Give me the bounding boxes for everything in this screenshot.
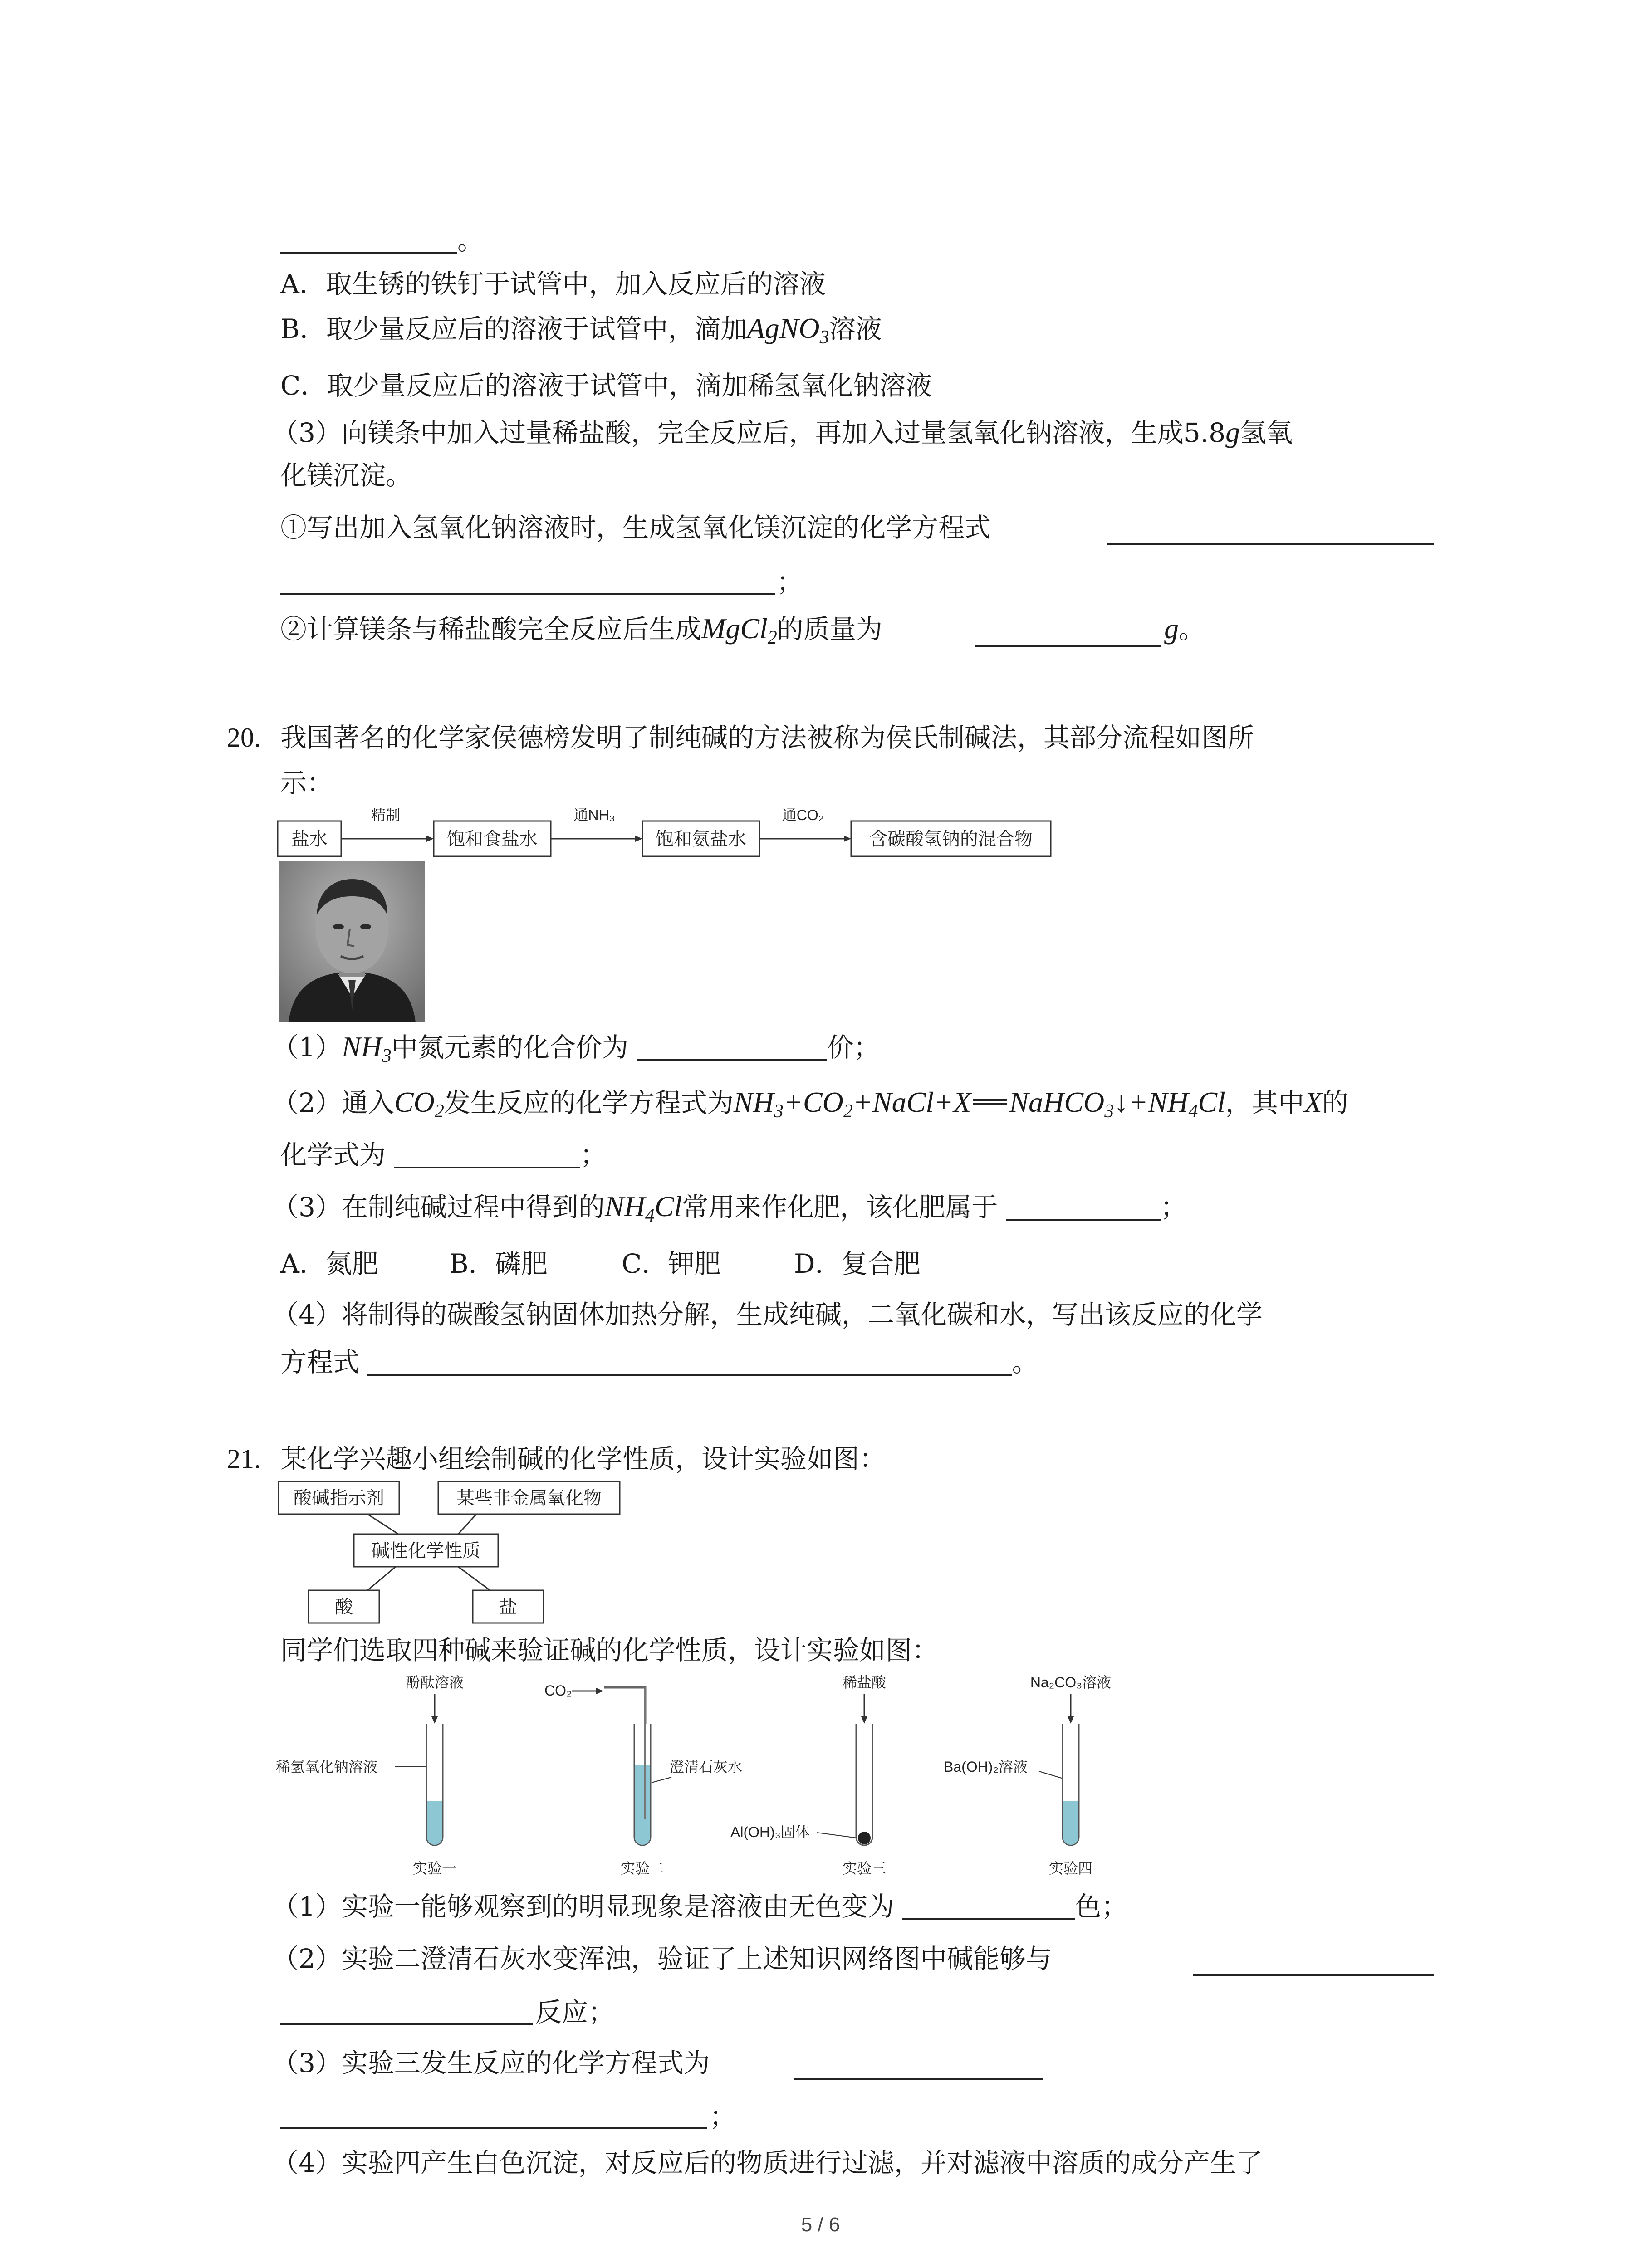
exp3-side-label: Al(OH)₃固体 [730,1824,810,1840]
chemical-equation: $NH_3+CO_2+NaCl+X$ [733,1086,971,1122]
q21-intro: 同学们选取四种碱来验证碱的化学性质，设计实验如图： [280,1635,939,1666]
answer-blank[interactable] [280,2023,533,2025]
q21-part3-end: ； [710,2101,736,2132]
knowledge-network-diagram [277,1479,622,1628]
q19-sub1-end: ； [777,567,803,597]
q19-option-c: C．取少量反应后的溶液于试管中，滴加稀氢氧化钠溶液 [280,370,932,401]
exp4-name: 实验四 [1048,1860,1093,1877]
test-tube-4 [1063,1724,1079,1845]
network-acid: 酸 [335,1597,353,1617]
q20-part1: $(1)NH_3$中氮元素的化合价为 价； [272,1031,880,1066]
flow-arrow-2-label: 通NH₃ [573,807,615,823]
exp4-side-label: Ba(OH)₂溶液 [944,1759,1028,1775]
q19-part3-line1: （3）向镁条中加入过量稀盐酸，完全反应后，再加入过量氢氧化钠溶液，生成5.8g氢氧 [272,416,1293,448]
q20-option-c: C．钾肥 [622,1248,721,1279]
answer-blank[interactable] [1006,1191,1161,1221]
network-salt: 盐 [499,1597,517,1617]
network-indicator: 酸碱指示剂 [294,1488,384,1508]
answer-blank[interactable] [1107,543,1434,545]
test-tube-1 [426,1724,443,1845]
q20-option-d: D．复合肥 [794,1248,921,1279]
q19-sub1: ①写出加入氢氧化钠溶液时，生成氢氧化镁沉淀的化学方程式 [280,512,991,543]
experiment-figure [272,1669,1134,1882]
answer-blank[interactable] [280,2127,707,2129]
q19-continuation-blank-line: 。 [280,223,484,258]
q20-part4-line2: 方程式 。 [280,1347,1038,1378]
test-tube-3 [856,1724,872,1845]
exp3-name: 实验三 [842,1860,887,1877]
answer-blank[interactable] [367,1346,1012,1376]
equals-sign [973,1099,1007,1105]
exp3-reagent-label: 稀盐酸 [842,1674,887,1691]
q19-sub2-unit: g。 [1164,612,1205,645]
q21-stem: 某化学兴趣小组绘制碱的化学性质，设计实验如图： [280,1443,886,1474]
q21-part2-end: 反应； [535,1997,615,2028]
answer-blank[interactable] [280,593,775,595]
q21-part3: （3）实验三发生反应的化学方程式为 [272,2048,710,2078]
test-tube-2 [634,1687,651,1845]
answer-blank[interactable] [902,1890,1075,1920]
answer-blank[interactable] [794,2078,1043,2080]
flow-box-1: 盐水 [291,829,328,849]
q20-part4-line1: （4）将制得的碳酸氢钠固体加热分解，生成纯碱，二氧化碳和水，写出该反应的化学 [272,1299,1263,1330]
flow-arrow-1-label: 精制 [371,807,401,823]
answer-blank[interactable] [280,224,457,254]
q20-part2-line2: 化学式为 ； [280,1139,607,1170]
flow-arrow-3-label: 通CO₂ [782,807,824,823]
exp4-reagent-label: Na₂CO₃溶液 [1030,1674,1112,1691]
network-center: 碱性化学性质 [372,1541,480,1561]
portrait-photo [279,861,425,1022]
exp2-gas-label: CO₂ [544,1682,572,1699]
flow-box-3: 饱和氨盐水 [656,829,746,849]
page-number: 5 / 6 [801,2214,840,2236]
question-number: 21. [227,1444,261,1474]
flow-diagram [277,803,1057,862]
q20-option-a: A．氮肥 [280,1248,378,1279]
q20-part2-line1: （2）通入$CO_2$发生反应的化学方程式为$NH_3+CO_2+NaCl+X$ $NaHCO_3↓+NH_4Cl$，其中X的 [272,1086,1348,1122]
q21-part4: （4）实验四产生白色沉淀，对反应后的物质进行过滤，并对滤液中溶质的成分产生了 [272,2147,1263,2178]
exp1-name: 实验一 [412,1860,457,1877]
flow-box-2: 饱和食盐水 [447,829,538,849]
answer-blank[interactable] [975,645,1161,647]
q20-part3: （3）在制纯碱过程中得到的$NH_4Cl$常用来作化肥，该化肥属于 ； [272,1190,1187,1226]
q19-option-a: A．取生锈的铁钉于试管中，加入反应后的溶液 [280,269,826,299]
answer-blank[interactable] [1193,1974,1434,1976]
q20-stem-line1: 我国著名的化学家侯德榜发明了制纯碱的方法被称为侯氏制碱法，其部分流程如图所 [280,722,1254,753]
q19-part3-line2: 化镁沉淀。 [280,460,412,491]
flow-box-4: 含碳酸氢钠的混合物 [869,829,1033,849]
exp2-side-label: 澄清石灰水 [670,1759,743,1775]
exp2-name: 实验二 [620,1860,665,1877]
q20-stem-line2: 示： [280,767,333,798]
exp1-reagent-label: 酚酞溶液 [405,1674,464,1691]
q21-part2-line1: （2）实验二澄清石灰水变浑浊，验证了上述知识网络图中碱能够与 [272,1943,1052,1974]
question-number: 20. [227,723,261,753]
answer-blank[interactable] [637,1031,827,1061]
network-nonmetal-oxide: 某些非金属氧化物 [456,1488,602,1508]
exp1-side-label: 稀氢氧化钠溶液 [276,1759,378,1775]
q20-option-b: B．磷肥 [449,1248,548,1279]
q21-part1: （1）实验一能够观察到的明显现象是溶液由无色变为 色； [272,1891,1128,1922]
answer-blank[interactable] [394,1139,580,1168]
q19-option-b: B．取少量反应后的溶液于试管中，滴加AgNO$_3$溶液 [280,312,882,348]
q19-sub2: ②计算镁条与稀盐酸完全反应后生成MgCl$_2$的质量为 [280,612,882,648]
